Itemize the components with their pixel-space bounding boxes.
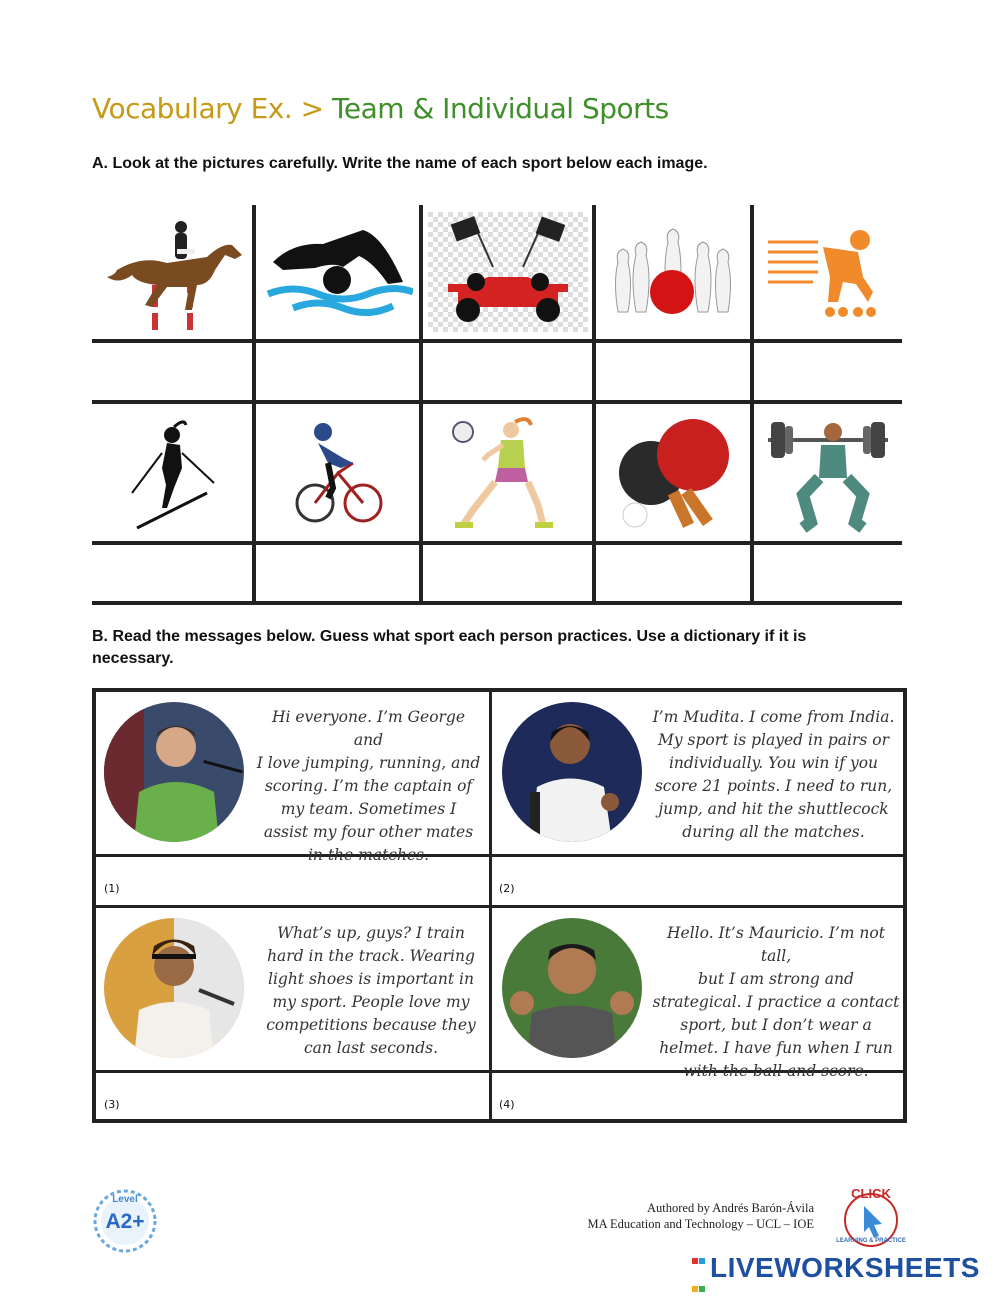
message-2-text: I’m Mudita. I come from India. My sport is played in pairs or individually. You win if you score 21 points. I need to run, jump, and hit the shuttlecock during all the matches. (652, 708, 895, 841)
answer-label-2: (2) (499, 882, 515, 895)
answer-field-4[interactable] (521, 1076, 901, 1118)
liveworksheets-logo: LIVEWORKSHEETS (710, 1252, 980, 1283)
answer-box-5[interactable] (754, 343, 902, 400)
answer-field-2[interactable] (521, 860, 901, 902)
cycling-icon (256, 404, 419, 541)
click-logo-text: CLICK (851, 1186, 891, 1201)
answer-box-1[interactable] (92, 343, 252, 400)
answer-box-9[interactable] (596, 545, 750, 601)
weightlifting-icon (754, 404, 902, 541)
athlete-photo (104, 918, 244, 1058)
message-3-text: What’s up, guys? I train hard in the track. Wearing light shoes is important in my sport. People love my competitions because they can last seconds. (266, 924, 476, 1057)
level-value: A2+ (105, 1210, 145, 1233)
mudita-photo (502, 702, 642, 842)
answer-box-4[interactable] (596, 343, 750, 400)
swimming-icon (256, 205, 419, 339)
answer-field-3[interactable] (126, 1076, 481, 1118)
roller-skating-icon (754, 205, 902, 339)
message-1-text: Hi everyone. I’m George and I love jumping, running, and scoring. I’m the captain of my team. Sometimes I assist my four other mates in the matches. (256, 708, 481, 864)
volleyball-icon (423, 404, 592, 541)
sports-picture-grid (92, 205, 902, 605)
answer-field-1[interactable] (126, 860, 481, 902)
section-b-instruction: B. Read the messages below. Guess what sport each person practices. Use a dictionary if it is necessary. (92, 628, 807, 667)
answer-label-4: (4) (499, 1098, 515, 1111)
answer-box-2[interactable] (256, 343, 419, 400)
worksheet-title (92, 92, 669, 125)
click-logo (836, 1188, 906, 1248)
answer-box-3[interactable] (423, 343, 592, 400)
bowling-icon (596, 205, 750, 339)
george-photo (104, 702, 244, 842)
answer-label-1: (1) (104, 882, 120, 895)
table-tennis-icon (596, 404, 750, 541)
answer-box-6[interactable] (92, 545, 252, 601)
author-degree: MA Education and Technology – UCL – IOE (587, 1217, 814, 1231)
level-badge (92, 1188, 158, 1254)
title-topic: Team & Individual Sports (323, 92, 669, 125)
message-4-text: Hello. It’s Mauricio. I’m not tall, but I am strong and strategical. I practice a contact sport, but I don’t wear a helmet. I have fun when I run with the ball and score. (652, 924, 900, 1080)
liveworksheets-blocks (692, 1258, 705, 1296)
answer-box-10[interactable] (754, 545, 902, 601)
section-a-instruction: A. Look at the pictures carefully. Write the name of each sport below each image. (92, 155, 708, 172)
mauricio-photo (502, 918, 642, 1058)
click-logo-sub: LEARNING & PRACTICE (836, 1238, 906, 1244)
title-prefix: Vocabulary Ex. > (92, 92, 324, 125)
skiing-icon (92, 404, 252, 541)
answer-box-7[interactable] (256, 545, 419, 601)
author-credit (587, 1200, 814, 1232)
messages-grid (92, 688, 907, 1123)
answer-box-8[interactable] (423, 545, 592, 601)
car-racing-icon (423, 205, 592, 339)
level-label: Level (112, 1194, 138, 1205)
answer-label-3: (3) (104, 1098, 120, 1111)
horse-riding-icon (92, 205, 252, 339)
author-name: Authored by Andrés Barón-Ávila (647, 1201, 814, 1215)
